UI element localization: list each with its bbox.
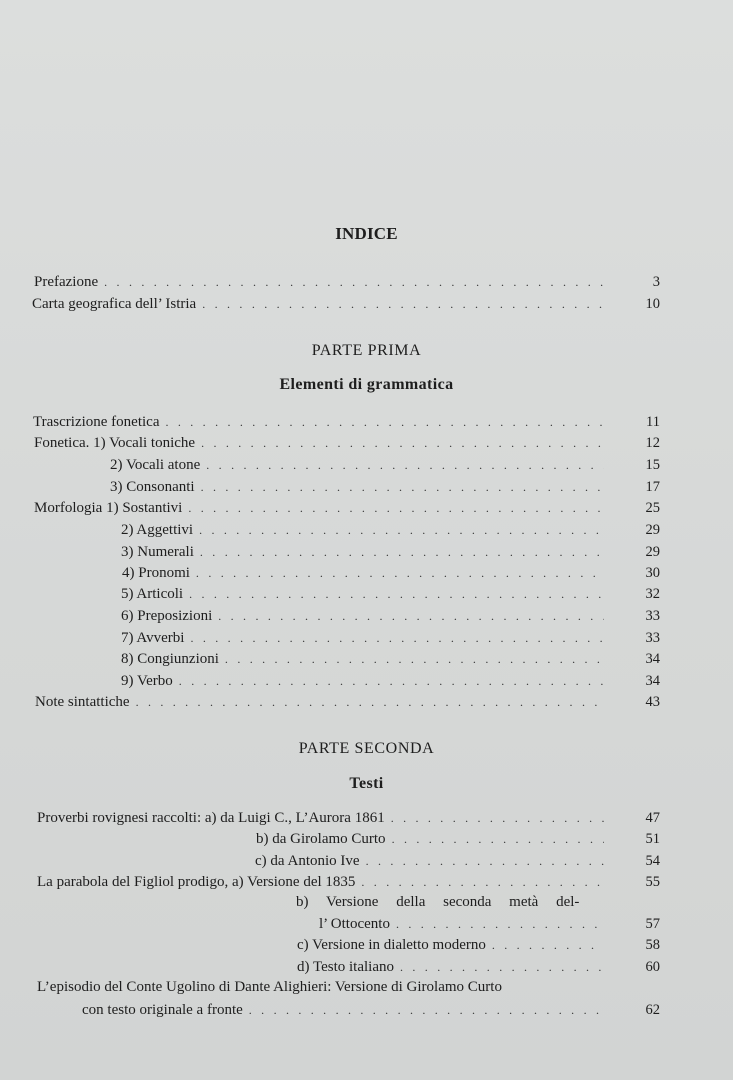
toc-page-number: 10 xyxy=(645,296,660,312)
toc-entry-label: 2) Vocali atone xyxy=(110,457,201,473)
toc-entry xyxy=(121,651,604,672)
leader-dots xyxy=(366,854,604,869)
toc-entry-label: c) Versione in dialetto moderno xyxy=(297,937,486,953)
toc-entry xyxy=(110,457,604,478)
leader-dots xyxy=(189,587,604,602)
toc-entry-label: 7) Avverbi xyxy=(121,630,185,646)
toc-entry-label: Carta geografica dell’ Istria xyxy=(32,296,197,312)
leader-dots xyxy=(206,458,604,473)
toc-page-number: 34 xyxy=(645,651,660,667)
part-one-title: PARTE PRIMA xyxy=(311,342,422,359)
toc-entry-label: Prefazione xyxy=(34,274,99,290)
leader-dots xyxy=(392,832,604,847)
toc-entry xyxy=(121,630,604,651)
toc-page-number: 43 xyxy=(645,694,660,710)
leader-dots xyxy=(188,501,604,516)
toc-entry-label: 4) Pronomi xyxy=(122,565,190,581)
toc-entry xyxy=(121,544,604,565)
toc-page-number: 33 xyxy=(645,608,660,624)
leader-dots xyxy=(400,960,604,975)
toc-entry-carta xyxy=(32,296,604,317)
part-two-title: PARTE SECONDA xyxy=(298,740,435,757)
part-one-subtitle: Elementi di grammatica xyxy=(279,376,454,393)
toc-entry xyxy=(37,874,604,895)
leader-dots xyxy=(202,297,604,312)
part-two-subtitle: Testi xyxy=(349,775,384,792)
toc-entry-label-line: b) Versione della seconda metà del- xyxy=(296,894,580,910)
toc-page-number: 11 xyxy=(646,414,660,430)
toc-entry xyxy=(34,500,604,521)
toc-entry-label: d) Testo italiano xyxy=(297,959,394,975)
toc-page-number: 32 xyxy=(645,586,660,602)
toc-entry xyxy=(121,673,604,694)
leader-dots xyxy=(165,415,604,430)
toc-entry xyxy=(33,414,604,435)
toc-entry-label: 9) Verbo xyxy=(121,673,173,689)
toc-entry-label-line: L’episodio del Conte Ugolino di Dante Alighieri: Versione di Girolamo Curto xyxy=(37,979,502,995)
toc-entry-label: Morfologia 1) Sostantivi xyxy=(34,500,183,516)
toc-entry xyxy=(255,853,604,874)
leader-dots xyxy=(361,875,604,890)
toc-entry xyxy=(121,522,604,543)
leader-dots xyxy=(249,1003,604,1018)
toc-entry-label: l’ Ottocento xyxy=(319,916,390,932)
toc-entry-label: 5) Articoli xyxy=(121,586,184,602)
leader-dots xyxy=(201,436,604,451)
toc-page-number: 54 xyxy=(645,853,660,869)
leader-dots xyxy=(225,652,604,667)
toc-entry-label: 6) Preposizioni xyxy=(121,608,213,624)
toc-entry xyxy=(82,1002,604,1023)
toc-page-number: 34 xyxy=(645,673,660,689)
toc-entry xyxy=(297,937,604,958)
toc-entry xyxy=(256,831,604,852)
toc-entry-prefazione xyxy=(34,274,604,295)
toc-entry-label: Fonetica. 1) Vocali toniche xyxy=(34,435,196,451)
toc-page-number: 57 xyxy=(645,916,660,932)
toc-page-number: 62 xyxy=(645,1002,660,1018)
toc-entry-label: 3) Numerali xyxy=(121,544,194,560)
toc-entry xyxy=(35,694,604,715)
toc-page-number: 15 xyxy=(645,457,660,473)
toc-page-number: 58 xyxy=(645,937,660,953)
leader-dots xyxy=(199,523,604,538)
toc-entry-label: Trascrizione fonetica xyxy=(33,414,160,430)
toc-entry xyxy=(121,608,604,629)
toc-page-number: 29 xyxy=(645,544,660,560)
toc-entry-label: Note sintattiche xyxy=(35,694,130,710)
leader-dots xyxy=(179,674,604,689)
toc-page-number: 55 xyxy=(645,874,660,890)
toc-entry xyxy=(122,565,604,586)
toc-entry-label: c) da Antonio Ive xyxy=(255,853,360,869)
toc-entry-label: con testo originale a fronte xyxy=(82,1002,243,1018)
toc-page-number: 60 xyxy=(645,959,660,975)
leader-dots xyxy=(104,275,604,290)
toc-page-number: 47 xyxy=(645,810,660,826)
leader-dots xyxy=(492,938,604,953)
toc-entry xyxy=(110,479,604,500)
toc-page-number: 30 xyxy=(645,565,660,581)
leader-dots xyxy=(196,566,604,581)
toc-entry xyxy=(34,435,604,456)
toc-entry-label: Proverbi rovignesi raccolti: a) da Luigi C., L’Aurora 1861 xyxy=(37,810,385,826)
toc-page-number: 29 xyxy=(645,522,660,538)
toc-page-number: 25 xyxy=(645,500,660,516)
toc-entry xyxy=(121,586,604,607)
toc-entry-label: 8) Congiunzioni xyxy=(121,651,219,667)
leader-dots xyxy=(201,480,604,495)
toc-entry-label: 2) Aggettivi xyxy=(121,522,194,538)
leader-dots xyxy=(136,695,604,710)
index-title: INDICE xyxy=(335,224,398,243)
toc-entry xyxy=(297,959,604,980)
toc-entry-label: b) da Girolamo Curto xyxy=(256,831,386,847)
leader-dots xyxy=(200,545,604,560)
toc-entry xyxy=(37,810,604,831)
toc-page-number: 33 xyxy=(645,630,660,646)
toc-entry-label: 3) Consonanti xyxy=(110,479,195,495)
leader-dots xyxy=(218,609,604,624)
toc-page-number: 17 xyxy=(645,479,660,495)
toc-page-number: 3 xyxy=(652,274,660,290)
leader-dots xyxy=(396,917,604,932)
leader-dots xyxy=(391,811,604,826)
toc-page-number: 12 xyxy=(645,435,660,451)
toc-page-number: 51 xyxy=(645,831,660,847)
toc-entry xyxy=(319,916,604,937)
leader-dots xyxy=(190,631,604,646)
toc-entry-label: La parabola del Figliol prodigo, a) Versione del 1835 xyxy=(37,874,356,890)
